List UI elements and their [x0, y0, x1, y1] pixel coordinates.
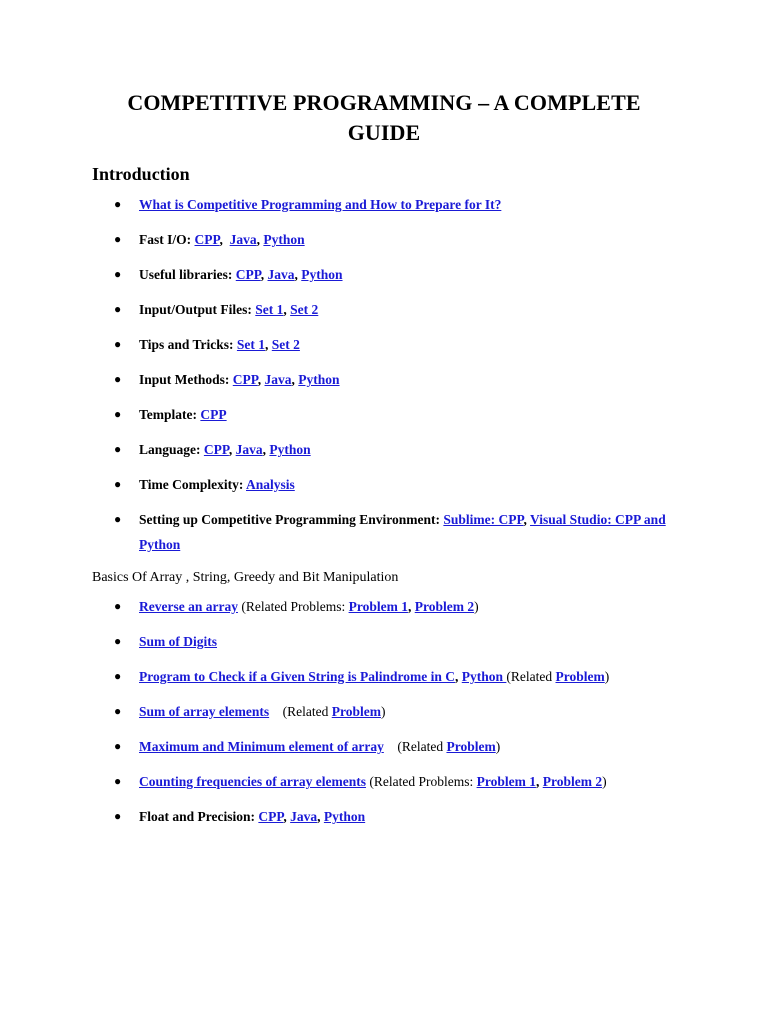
list-item [92, 402, 679, 427]
link[interactable]: Sum of Digits [139, 634, 218, 649]
section-heading: Introduction [92, 164, 190, 184]
link[interactable]: Python [298, 372, 340, 387]
list-item [92, 297, 679, 322]
list-item [92, 699, 679, 724]
bullet-icon: ● [114, 267, 122, 281]
link[interactable]: Python [269, 442, 311, 457]
bullet-icon: ● [114, 512, 122, 526]
link[interactable]: Problem [331, 704, 381, 719]
related-text: (Related Problems: [365, 774, 477, 789]
list-item [92, 472, 679, 497]
bullet-list [92, 192, 768, 557]
separator: , [535, 774, 543, 789]
related-text: (Related Problems: [237, 599, 349, 614]
related-text: (Related [269, 704, 332, 719]
separator: , [407, 599, 415, 614]
bullet-icon: ● [114, 232, 122, 246]
link[interactable]: Set 2 [290, 302, 319, 317]
item-label: Setting up Competitive Programming Environment: [139, 512, 444, 527]
bullet-icon: ● [114, 634, 122, 648]
link[interactable]: Problem 2 [542, 774, 603, 789]
page-title: COMPETITIVE PROGRAMMING – A COMPLETE GUIDE [127, 90, 641, 145]
related-text: (Related [383, 739, 447, 754]
separator: , [294, 267, 302, 282]
related-text: ) [602, 774, 607, 789]
section-heading: Basics Of Array , String, Greedy and Bit Manipulation [92, 570, 399, 585]
link[interactable]: Set 2 [271, 337, 300, 352]
separator: , [265, 337, 272, 352]
separator: , [523, 512, 531, 527]
bullet-icon: ● [114, 477, 122, 491]
link[interactable]: Sublime: CPP [443, 512, 524, 527]
link[interactable]: Java [290, 809, 318, 824]
bullet-icon: ● [114, 197, 122, 211]
link[interactable]: Java [264, 372, 292, 387]
bullet-icon: ● [114, 442, 122, 456]
link[interactable]: What is Competitive Programming and How to Prepare for It? [139, 197, 502, 212]
separator: , [260, 267, 268, 282]
link[interactable]: Python [301, 267, 343, 282]
related-text: ) [474, 599, 479, 614]
link[interactable]: Sum of array elements [139, 704, 270, 719]
bullet-icon: ● [114, 704, 122, 718]
separator: , [228, 442, 236, 457]
separator: , [262, 442, 270, 457]
bullet-icon: ● [114, 809, 122, 823]
separator: , [291, 372, 299, 387]
separator: , [283, 302, 291, 317]
bullet-icon: ● [114, 599, 122, 613]
separator: , [257, 372, 265, 387]
link[interactable]: CPP [200, 407, 227, 422]
link[interactable]: Problem 1 [476, 774, 536, 789]
link[interactable]: Problem [446, 739, 496, 754]
item-label: Input Methods: [139, 372, 233, 387]
list-item [92, 262, 679, 287]
separator: , [317, 809, 324, 824]
item-label: Template: [139, 407, 201, 422]
link[interactable]: CPP [235, 267, 261, 282]
list-item [92, 192, 679, 217]
item-label: Language: [139, 442, 204, 457]
bullet-icon: ● [114, 739, 122, 753]
bullet-icon: ● [114, 407, 122, 421]
list-item [92, 804, 679, 829]
link[interactable]: Analysis [246, 477, 295, 492]
link[interactable]: CPP [194, 232, 220, 247]
related-text: ) [495, 739, 501, 754]
list-item [92, 367, 679, 392]
item-label: Input/Output Files: [139, 302, 256, 317]
separator: , [219, 232, 230, 247]
list-item [92, 332, 679, 357]
link[interactable]: Problem 1 [348, 599, 408, 614]
separator: , [455, 669, 462, 684]
bullet-icon: ● [114, 302, 122, 316]
item-label: Fast I/O: [139, 232, 195, 247]
link[interactable]: Program to Check if a Given String is Palindrome in C [139, 669, 455, 684]
item-label: Time Complexity: [139, 477, 246, 492]
link[interactable]: Python [263, 232, 305, 247]
separator: , [256, 232, 264, 247]
item-label: Useful libraries: [139, 267, 236, 282]
bullet-icon: ● [114, 669, 122, 683]
list-item [92, 594, 679, 619]
link[interactable]: Java [229, 232, 257, 247]
list-item [92, 437, 679, 462]
list-item [92, 769, 679, 794]
list-item [92, 629, 679, 654]
item-label: Tips and Tricks: [139, 337, 237, 352]
related-text: (Related [506, 669, 556, 684]
link[interactable]: Set 1 [255, 302, 284, 317]
list-item [92, 507, 679, 557]
related-text: ) [604, 669, 610, 684]
link[interactable]: Java [267, 267, 295, 282]
link[interactable]: Python [461, 669, 507, 684]
link[interactable]: Problem [555, 669, 605, 684]
link[interactable]: Visual Studio: CPP and Python [139, 512, 666, 552]
bullet-icon: ● [114, 337, 122, 351]
separator: , [283, 809, 291, 824]
link[interactable]: CPP [203, 442, 229, 457]
link[interactable]: CPP [258, 809, 284, 824]
bullet-icon: ● [114, 372, 122, 386]
list-item [92, 734, 679, 759]
link[interactable]: Problem 2 [414, 599, 475, 614]
bullet-list [92, 594, 768, 829]
link[interactable]: Maximum and Minimum element of array [139, 739, 384, 754]
link[interactable]: Python [323, 809, 366, 824]
document-body [92, 162, 768, 829]
list-item [92, 227, 679, 252]
bullet-icon: ● [114, 774, 122, 788]
item-label: Float and Precision: [139, 809, 259, 824]
link[interactable]: CPP [232, 372, 258, 387]
link[interactable]: Java [235, 442, 263, 457]
link[interactable]: Counting frequencies of array elements [139, 774, 366, 789]
link[interactable]: Set 1 [236, 337, 266, 352]
related-text: ) [380, 704, 386, 719]
link[interactable]: Reverse an array [139, 599, 238, 614]
list-item [92, 664, 679, 689]
